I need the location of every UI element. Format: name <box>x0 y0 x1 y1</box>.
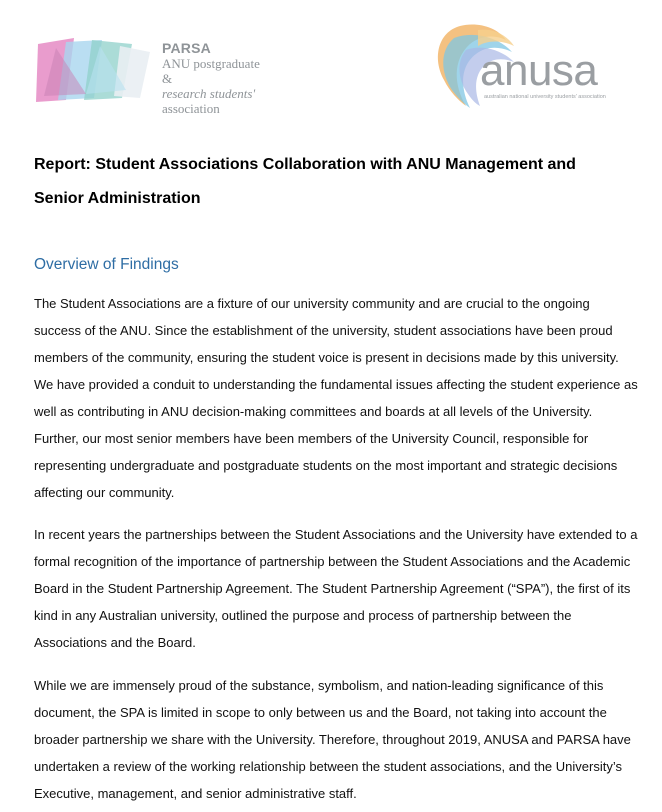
report-title <box>34 148 634 216</box>
parsa-logo-mark-icon <box>36 38 154 102</box>
section-heading: Overview of Findings <box>34 256 179 273</box>
parsa-logo <box>36 38 271 116</box>
anusa-logo <box>430 20 630 115</box>
parsa-line-2: research students' <box>162 86 256 101</box>
parsa-wordmark <box>162 40 271 116</box>
anusa-tagline: australian national university students' association <box>484 94 606 100</box>
report-title-line-1: Report: Student Associations Collaboration with ANU Management and <box>34 156 576 173</box>
paragraph-2: In recent years the partnerships between the Student Associations and the University have extended to a formal recognition of the importance of partnership between the Student Associations and the Academic Board in the Student Partnership Agreement. The Student Partnership Agreement (“SPA”), the first of its kind in any Australian university, outlined the purpose and process of partnership between the Associations and the Board. <box>34 527 638 650</box>
report-title-line-2: Senior Administration <box>34 190 201 207</box>
parsa-line-1: ANU postgraduate & <box>162 56 260 86</box>
parsa-line-3: association <box>162 101 220 116</box>
anusa-wordmark: anusa <box>480 46 598 95</box>
parsa-name: PARSA <box>162 40 211 56</box>
paragraph-3: While we are immensely proud of the substance, symbolism, and nation-leading significance of this document, the SPA is limited in scope to only between us and the Board, not taking into account the broader partnership we share with the University. Therefore, throughout 2019, ANUSA and PARSA have undertaken a review of the working relationship between the student associations, and the University’s Executive, management, and senior administrative staff. <box>34 678 631 801</box>
paragraph-1: The Student Associations are a fixture of our university community and are crucial to the ongoing success of the ANU. Since the establishment of the university, student associations have been proud members of the community, ensuring the student voice is present in decisions made by this university. We have provided a conduit to understanding the fundamental issues affecting the student experience as well as contributing in ANU decision-making committees and boards at all levels of the University. Further, our most senior members have been members of the University Council, responsible for representing undergraduate and postgraduate students on the most important and strategic decisions affecting our community. <box>34 296 638 500</box>
